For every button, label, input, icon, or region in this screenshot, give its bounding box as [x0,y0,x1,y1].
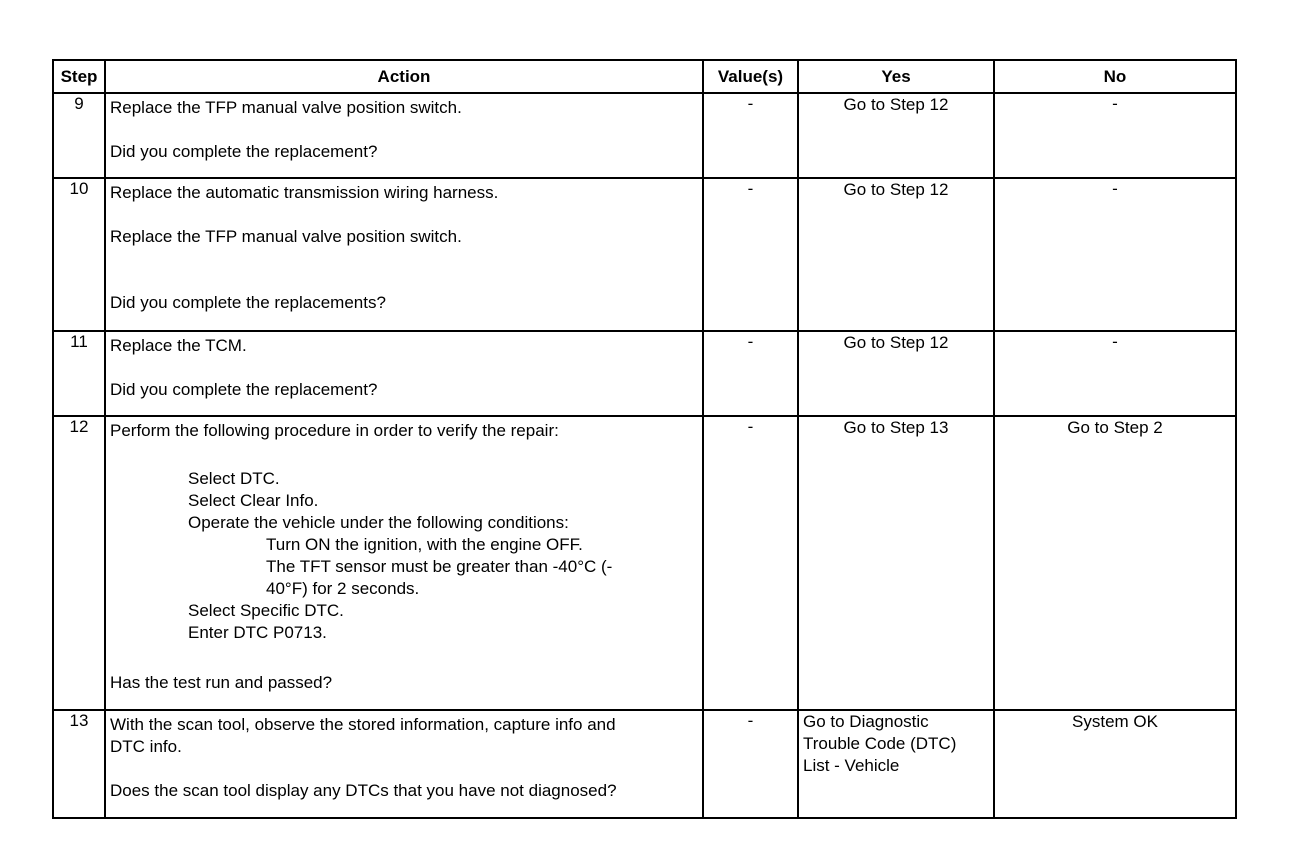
procedure-step: Select Clear Info. [188,491,319,510]
header-step: Step [53,60,105,93]
step-number: 12 [53,416,105,710]
action-intro: Perform the following procedure in order to verify the repair: [110,421,559,440]
table-row [53,416,1236,710]
action-line: Replace the automatic transmission wiring harness. [110,183,499,202]
no-cell [994,416,1236,710]
no-link: Go to Step 2 [1067,418,1163,437]
step-number: 11 [53,331,105,416]
procedure-step: Operate the vehicle under the following conditions: [188,513,569,532]
yes-line: List - Vehicle [803,756,900,775]
no-cell [994,710,1236,818]
procedure-step: Enter DTC P0713. [188,623,327,642]
yes-link: Go to Step 13 [843,418,949,437]
action-line: With the scan tool, observe the stored information, capture info and [110,715,616,734]
value-cell: - [703,331,798,416]
step-number: 13 [53,710,105,818]
action-line: DTC info. [110,737,182,756]
no-cell: - [994,93,1236,178]
step-number: 9 [53,93,105,178]
action-question: Did you complete the replacement? [110,142,378,161]
action-question: Did you complete the replacements? [110,293,386,312]
yes-link [799,711,993,779]
table-row [53,93,1236,178]
diagnostic-table [52,59,1237,819]
table-row [53,710,1236,818]
yes-cell [798,710,994,818]
header-no: No [994,60,1236,93]
table-header-row [53,60,1236,93]
action-line: Replace the TFP manual valve position switch. [110,98,462,117]
procedure-substep: Turn ON the ignition, with the engine OFF. [266,535,583,554]
value-cell: - [703,178,798,331]
value-cell: - [703,710,798,818]
action-question: Does the scan tool display any DTCs that you have not diagnosed? [110,781,617,800]
yes-cell [798,93,994,178]
action-cell [105,93,703,178]
yes-link: Go to Step 12 [843,95,949,114]
action-question: Has the test run and passed? [110,673,333,692]
no-link: System OK [1072,712,1158,731]
yes-line: Go to Diagnostic [803,712,929,731]
procedure-substep: The TFT sensor must be greater than -40°C (- [266,557,613,576]
action-line: Replace the TCM. [110,336,247,355]
header-values: Value(s) [703,60,798,93]
action-cell [105,416,703,710]
no-cell: - [994,178,1236,331]
yes-link: Go to Step 12 [843,180,949,199]
action-cell [105,178,703,331]
no-cell: - [994,331,1236,416]
value-cell: - [703,416,798,710]
step-number: 10 [53,178,105,331]
yes-cell [798,416,994,710]
yes-cell [798,331,994,416]
yes-line: Trouble Code (DTC) [803,734,957,753]
yes-link: Go to Step 12 [843,333,949,352]
header-yes: Yes [798,60,994,93]
header-action: Action [105,60,703,93]
yes-cell [798,178,994,331]
procedure-step: Select DTC. [188,469,280,488]
table-row [53,178,1236,331]
action-question: Did you complete the replacement? [110,380,378,399]
procedure-step: Select Specific DTC. [188,601,344,620]
table-row [53,331,1236,416]
action-cell [105,710,703,818]
action-cell [105,331,703,416]
value-cell: - [703,93,798,178]
action-line: Replace the TFP manual valve position switch. [110,227,462,246]
procedure-substep: 40°F) for 2 seconds. [266,579,420,598]
